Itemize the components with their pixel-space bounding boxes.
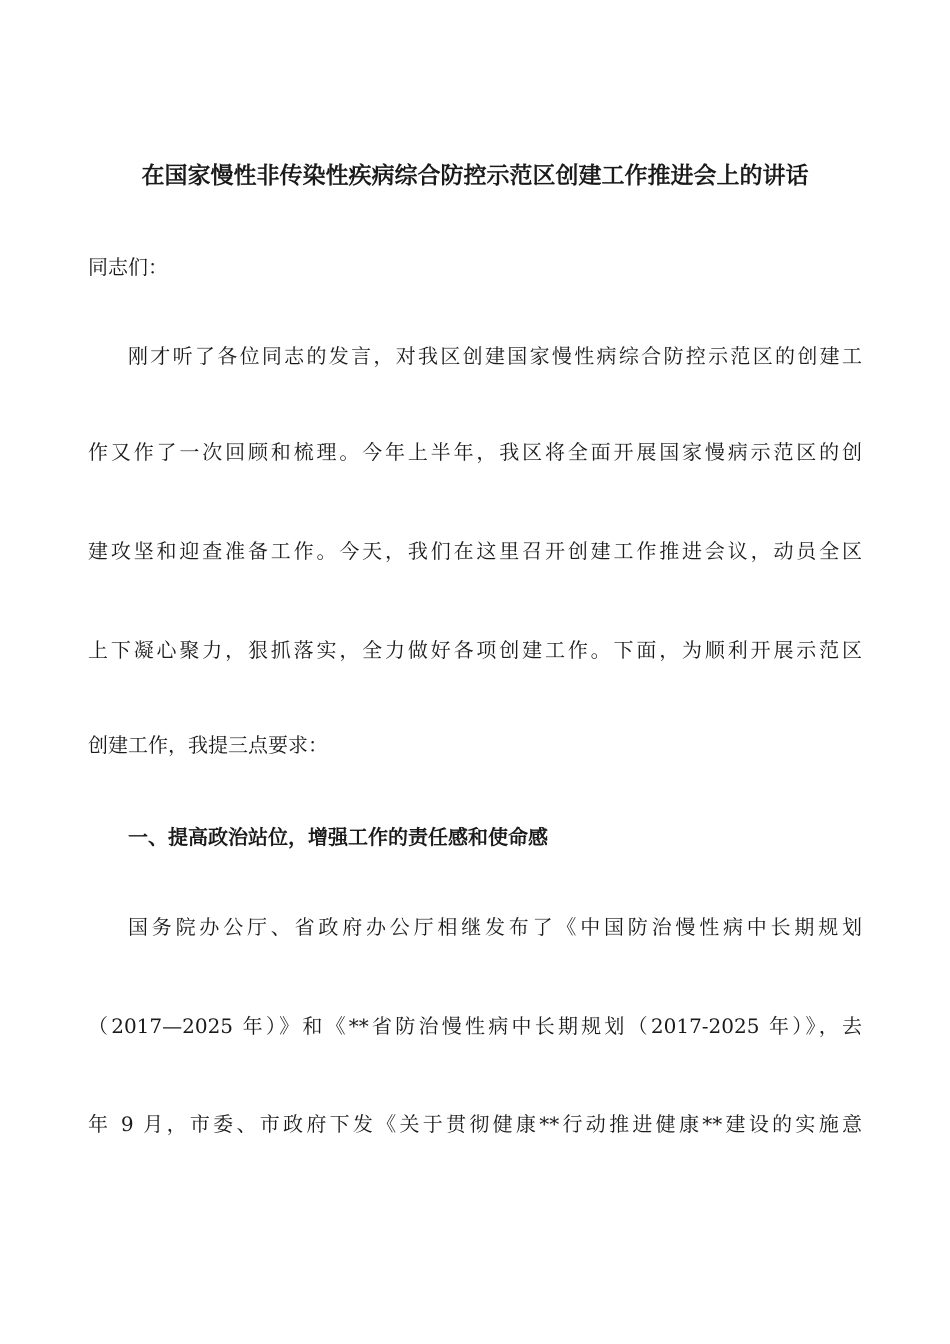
paragraph-2-line-2: （2017—2025 年）》和《**省防治慢性病中长期规划（2017-2025 年）》，去	[88, 1014, 862, 1038]
paragraph-2-line-3: 年 9 月，市委、市政府下发《关于贯彻健康**行动推进健康**建设的实施意	[88, 1112, 862, 1136]
paragraph-1-line-3: 建攻坚和迎查准备工作。今天，我们在这里召开创建工作推进会议，动员全区	[88, 539, 862, 563]
paragraph-2-line-1: 国务院办公厅、省政府办公厅相继发布了《中国防治慢性病中长期规划	[128, 915, 862, 939]
paragraph-1-line-5: 创建工作，我提三点要求：	[88, 733, 328, 757]
section-1-heading: 一、提高政治站位，增强工作的责任感和使命感	[128, 825, 548, 849]
paragraph-1-line-2: 作又作了一次回顾和梳理。今年上半年，我区将全面开展国家慢病示范区的创	[88, 440, 862, 464]
paragraph-1-line-4: 上下凝心聚力，狠抓落实，全力做好各项创建工作。下面，为顺利开展示范区	[88, 638, 862, 662]
paragraph-1-line-1: 刚才听了各位同志的发言，对我区创建国家慢性病综合防控示范区的创建工	[128, 344, 862, 368]
document-title: 在国家慢性非传染性疾病综合防控示范区创建工作推进会上的讲话	[141, 162, 809, 189]
salutation: 同志们：	[88, 255, 168, 279]
